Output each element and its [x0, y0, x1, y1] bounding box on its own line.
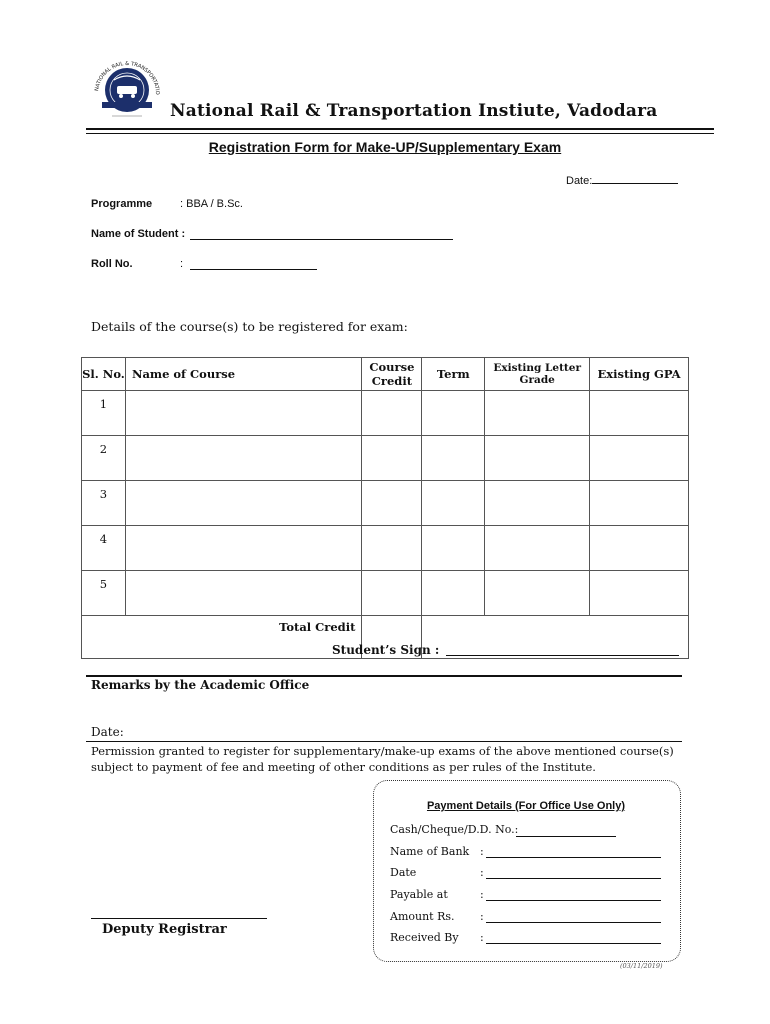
row-sl-no: 3 [82, 481, 126, 526]
course-name-cell[interactable] [125, 526, 361, 571]
grade-cell[interactable] [485, 481, 590, 526]
remarks-rule [86, 675, 682, 677]
details-heading: Details of the course(s) to be registered for exam: [91, 319, 408, 334]
cash-cheque-field[interactable] [516, 836, 616, 837]
received-by-field[interactable] [486, 943, 661, 944]
total-credit-label: Total Credit [82, 616, 362, 659]
term-cell[interactable] [422, 391, 485, 436]
row-sl-no: 4 [82, 526, 126, 571]
grade-cell[interactable] [485, 526, 590, 571]
received-by-label: Received By [390, 931, 459, 944]
term-cell[interactable] [422, 481, 485, 526]
col-course-name: Name of Course [125, 358, 361, 391]
permission-text: Permission granted to register for supplementary/make-up exams of the above mentioned course(s) subject to payment of fee and meeting of other conditions as per rules of the Institute. [91, 744, 674, 774]
course-name-cell[interactable] [125, 391, 361, 436]
credit-cell[interactable] [362, 526, 422, 571]
col-sl-no: Sl. No. [82, 358, 126, 391]
course-name-cell[interactable] [125, 571, 361, 616]
roll-no-colon: : [180, 258, 184, 270]
programme-label: Programme [91, 198, 153, 210]
form-title: Registration Form for Make-UP/Supplementary Exam [208, 139, 562, 155]
table-row [82, 391, 689, 436]
gpa-cell[interactable] [590, 526, 689, 571]
gpa-cell[interactable] [590, 571, 689, 616]
payment-date-colon: : [480, 866, 484, 879]
course-name-cell[interactable] [125, 481, 361, 526]
grade-cell[interactable] [485, 436, 590, 481]
received-by-colon: : [480, 931, 484, 944]
payment-date-field[interactable] [486, 878, 661, 879]
cash-cheque-label: Cash/Cheque/D.D. No.: [390, 823, 519, 836]
student-sign-label: Student’s Sign : [332, 643, 440, 657]
table-row [82, 436, 689, 481]
date-label: Date: [566, 175, 593, 187]
term-cell[interactable] [422, 526, 485, 571]
amount-field[interactable] [486, 922, 661, 923]
table-row [82, 571, 689, 616]
institute-name: National Rail & Transportation Instiute, Vadodara [170, 101, 658, 121]
svg-text:NATIONAL RAIL & TRANSPORTATION: NATIONAL RAIL & TRANSPORTATIO [94, 60, 161, 95]
deputy-registrar-label: Deputy Registrar [102, 922, 227, 937]
gpa-cell[interactable] [590, 391, 689, 436]
col-gpa: Existing GPA [590, 358, 689, 391]
col-course-credit: Course Credit [362, 358, 422, 391]
remarks-date-rule [86, 741, 682, 742]
table-row [82, 481, 689, 526]
roll-no-field[interactable] [190, 269, 317, 270]
col-letter-grade: Existing Letter Grade [485, 358, 590, 391]
payment-date-label: Date [390, 866, 417, 879]
term-cell[interactable] [422, 571, 485, 616]
form-version-date: (03/11/2019) [620, 962, 663, 970]
term-cell[interactable] [422, 436, 485, 481]
student-sign-field[interactable] [446, 655, 679, 656]
bank-name-label: Name of Bank [390, 845, 470, 858]
institute-logo [84, 50, 170, 122]
row-sl-no: 5 [82, 571, 126, 616]
date-field[interactable] [566, 175, 678, 187]
amount-colon: : [480, 910, 484, 923]
bank-name-field[interactable] [486, 857, 661, 858]
header-rule-thin [86, 133, 714, 134]
credit-cell[interactable] [362, 436, 422, 481]
col-term: Term [422, 358, 485, 391]
roll-no-label: Roll No. [91, 258, 133, 270]
remarks-date-label: Date: [91, 725, 124, 739]
gpa-cell[interactable] [590, 481, 689, 526]
header-rule [86, 128, 714, 130]
payment-title: Payment Details (For Office Use Only) [426, 800, 626, 812]
payable-at-colon: : [480, 888, 484, 901]
amount-label: Amount Rs. [390, 910, 455, 923]
gpa-cell[interactable] [590, 436, 689, 481]
table-row [82, 526, 689, 571]
credit-cell[interactable] [362, 481, 422, 526]
grade-cell[interactable] [485, 571, 590, 616]
programme-value: : BBA / B.Sc. [180, 198, 243, 210]
total-blank-cell [422, 616, 689, 659]
bank-name-colon: : [480, 845, 484, 858]
payable-at-label: Payable at [390, 888, 448, 901]
table-header-row [82, 358, 689, 391]
course-table [81, 357, 689, 659]
registrar-sign-field[interactable] [91, 918, 267, 919]
credit-cell[interactable] [362, 391, 422, 436]
grade-cell[interactable] [485, 391, 590, 436]
student-name-field[interactable] [190, 239, 453, 240]
row-sl-no: 1 [82, 391, 126, 436]
student-name-label: Name of Student : [91, 228, 186, 240]
course-name-cell[interactable] [125, 436, 361, 481]
payable-at-field[interactable] [486, 900, 661, 901]
row-sl-no: 2 [82, 436, 126, 481]
remarks-heading: Remarks by the Academic Office [91, 678, 310, 692]
credit-cell[interactable] [362, 571, 422, 616]
